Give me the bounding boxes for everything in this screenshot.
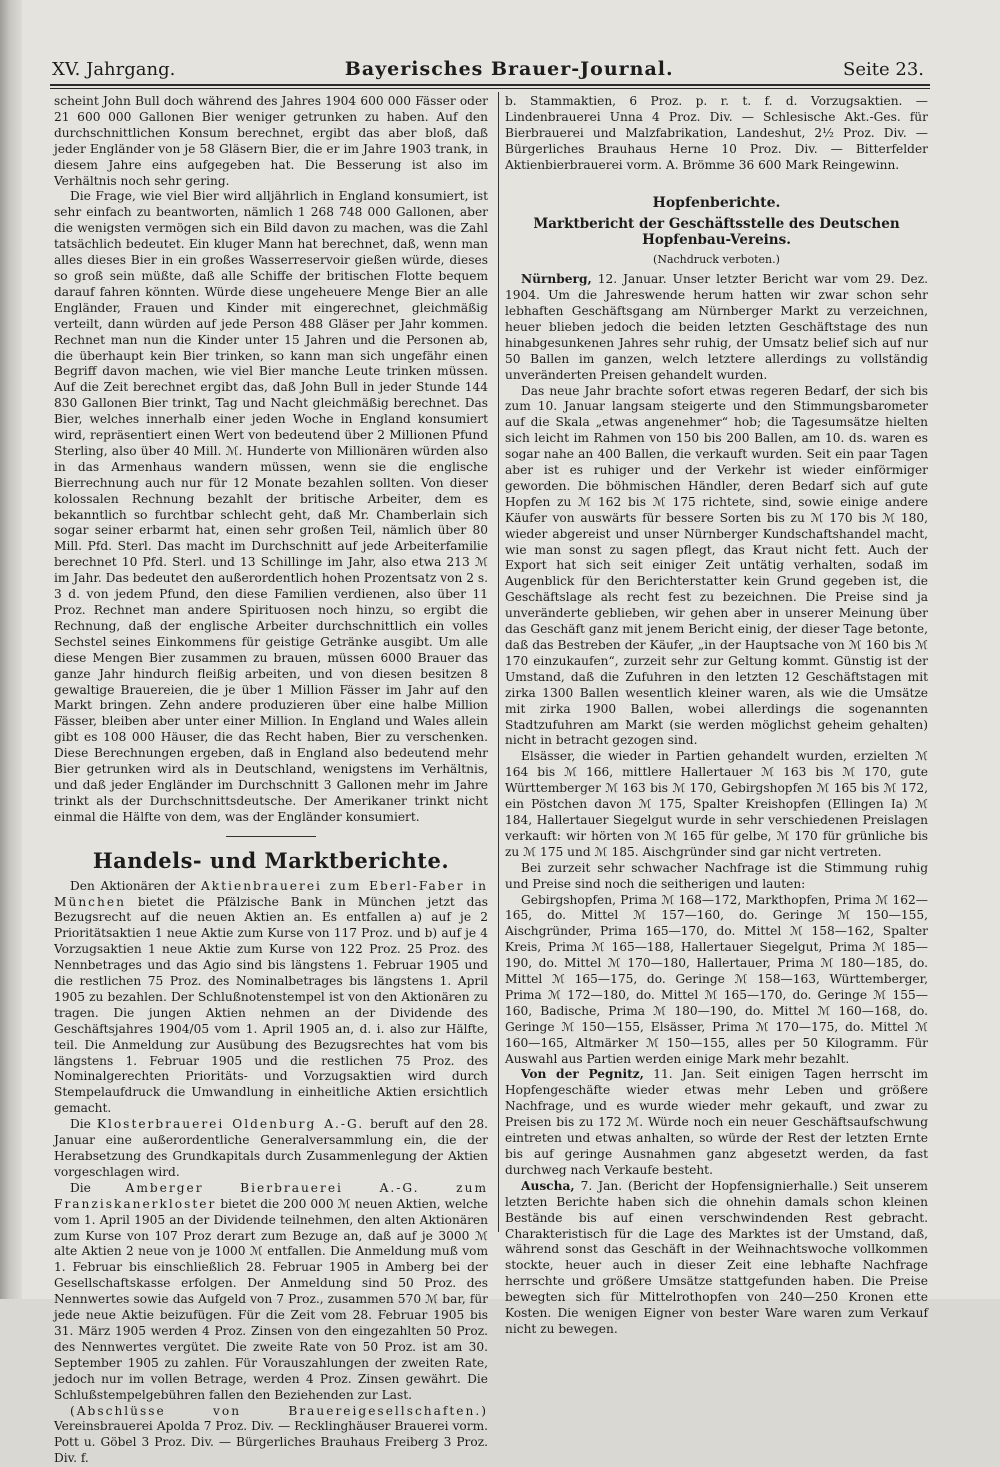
place-name: Auscha, — [521, 1179, 575, 1193]
place-name: Nürnberg, — [521, 272, 592, 286]
text-run: bietet die 200 000 ℳ neuen Aktien, welche vom 1. April 1905 an der Dividende teilnehmen, den alten Aktionären zum Kurse von 107 Proz derart zum Bezuge an, daß auf je 3000 ℳ alte Aktien 2 neue von je 1000 ℳ entfallen. Die Anmeldung muß vom 1. Februar bis einschließlich 28. Februar 1905 in Amberg bei der Gesellschaftskasse erfolgen. Der Anmeldung sind 50 Proz. des Nennwertes sowie das Aufgeld von 7 Proz., zusammen 570 ℳ bar, für jede neue Aktie beizufügen. Für die Zeit vom 28. Februar 1905 bis 31. März 1905 werden 4 Proz. Zinsen von den eingezahlten 50 Proz. des Nennwertes vergütet. Die zweite Rate von 50 Proz. ist am 30. September 1905 zu zahlen. Für Vorauszahlungen der zweiten Rate, jedoch nur im vollen Betrage, werden 4 Proz. Zinsen gewährt. Die Schlußstempelgebühren fallen den Beziehenden zur Last. — [54, 1197, 488, 1402]
article-paragraph: Elsässer, die wieder in Partien gehandelt wurden, erzielten ℳ 164 bis ℳ 166, mittlere Hallertauer ℳ 163 bis ℳ 170, gute Württemberger ℳ 163 bis ℳ 170, Gebirgshopfen ℳ 165 bis ℳ 172, ein Pöstchen davon ℳ 175, Spalter Kreishopfen (Ellingen Ia) ℳ 184, Hallertauer Siegelgut wurde in sehr verschiedenen Preislagen verkauft: wir hörten von ℳ 165 für gelbe, ℳ 170 für grünliche bis zu ℳ 175 und ℳ 185. Aischgründer sind gar nicht vertreten. — [505, 749, 928, 860]
place-name: Von der Pegnitz, — [521, 1067, 644, 1081]
text-run: Die — [70, 1117, 97, 1131]
article-paragraph — [54, 879, 488, 1118]
page-fold-shadow — [0, 0, 22, 1299]
right-column — [505, 94, 928, 1338]
price-list: Gebirgshopfen, Prima ℳ 168—172, Markthopfen, Prima ℳ 162—165, do. Mittel ℳ 157—160, do. Geringe ℳ 150—155, Aischgründer, Prima 165—170, do. Mittel ℳ 158—162, Spalter Kreis, Prima ℳ 165—188, Hallertauer Siegelgut, Prima ℳ 185—190, do. Mittel ℳ 170—180, Hallertauer, Prima ℳ 180—185, do. Mittel ℳ 165—175, do. Geringe ℳ 158—163, Württemberger, Prima ℳ 172—180, do. Mittel ℳ 165—170, do. Geringe ℳ 155—160, Badische, Prima ℳ 180—190, do. Mittel ℳ 160—168, do. Geringe ℳ 150—155, Elsässer, Prima ℳ 170—175, do. Mittel ℳ 160—165, Altmärker ℳ 150—155, alles per 50 Kilogramm. Für Auswahl aus Partien werden einige Mark mehr bezahlt. — [505, 893, 928, 1068]
header-rule — [50, 84, 930, 86]
article-paragraph: Das neue Jahr brachte sofort etwas regeren Bedarf, der sich bis zum 10. Januar langsam steigerte und den Stimmungsbarometer auf die Skala „etwas angenehmer“ hob; die Tagesumsätze hielten sich leicht im Rahmen von 150 bis 200 Ballen, am 10. ds. waren es sogar nahe an 400 Ballen, die verkauft wurden. Seit ein paar Tagen aber ist es ruhiger und der Verkehr ist wieder einförmiger geworden. Die böhmischen Händler, deren Bedarf sich auf gute Hopfen zu ℳ 162 bis ℳ 175 richtete, sind, sowie einige andere Käufer von auswärts für bessere Sorten bis zu ℳ 170 bis ℳ 180, wieder abgereist und unser Nürnberger Kundschaftshandel macht, wie man sonst zu sagen pflegt, das Kraut nicht fett. Auch der Export hat sich seit einiger Zeit untätig verhalten, sodaß im Augenblick für den Berichterstatter kein Grund gegeben ist, die Geschäftslage als recht fest zu bezeichnen. Die Preise sind ja unveränderte geblieben, wir gehen aber in unserer Meinung über das Geschäft ganz mit jenem Bericht einig, der dieser Tage betonte, daß das Bestreben der Käufer, „in der Hauptsache von ℳ 160 bis ℳ 170 einzukaufen“, zurzeit sehr zur Geltung kommt. Günstig ist der Umstand, daß die Zufuhren in den letzten 12 Geschäftstagen mit zirka 1300 Ballen wesentlich kleiner waren, als wie die Umsätze mit zirka 1900 Ballen, wobei allerdings die sogenannten Stadtzufuhren am Markt (sie werden möglichst geheim gehalten) nicht in betracht gezogen sind. — [505, 384, 928, 750]
article-paragraph — [505, 1179, 928, 1338]
text-run: 12. Januar. Unser letzter Bericht war vom 29. Dez. 1904. Um die Jahreswende herum hatten wir zwar schon sehr lebhaften Geschäftsgang am Nürnberger Markt zu verzeichnen, heuer blieben jedoch die beiden letzten Geschäftstage des nun hinabgesunkenen Jahres sehr ruhig, der Umsatz belief sich auf nur 50 Ballen im ganzen, welch letztere allerdings zu vollständig unveränderten Preisen gehandelt wurden. — [505, 272, 928, 381]
subheading-inline: (Abschlüsse von Brauereigesellschaften.) — [70, 1404, 488, 1418]
company-name: Aktienbrauerei zum Eberl-Faber in München — [54, 879, 488, 909]
article-paragraph — [54, 1117, 488, 1181]
column-divider — [498, 92, 499, 1232]
article-paragraph — [54, 1181, 488, 1404]
text-run: bietet die Pfälzische Bank in München jetzt das Bezugsrecht auf die neuen Aktien an. Es entfallen a) auf je 2 Prioritätsaktien 1 neue Aktie zum Kurse von 117 Proz. und b) auf je 4 Vorzugsaktien 1 neue Aktie zum Kurse von 122 Proz. 25 Proz. des Nennbetrages und das Agio sind bis längstens 1. Februar 1905 und die restlichen 75 Proz. des Nominalbetrages bis längstens 1. April 1905 zu bezahlen. Der Schlußnotenstempel ist von den Aktionären zu tragen. Die jungen Aktien nehmen an der Dividende des Geschäftsjahres 1904/05 vom 1. April 1905 an, d. i. also zur Hälfte, teil. Die Anmeldung zur Ausübung des Bezugsrechtes hat vom bis längstens 1. Februar 1905 und die restlichen 75 Proz. des Nominalgerechten Prioritäts- und Vorzugsaktien wird durch Stempelaufdruck die Umwandlung in einheitliche Aktien ersichtlich gemacht. — [54, 895, 488, 1116]
reprint-note: (Nachdruck verboten.) — [505, 252, 928, 268]
report-title: Marktbericht der Geschäftsstelle des Deutschen Hopfenbau-Vereins. — [505, 217, 928, 249]
company-name: Amberger Bierbrauerei A.-G. zum Franziskanerkloster — [54, 1181, 488, 1211]
text-run: beruft auf den 28. Januar eine außerordentliche Generalversammlung ein, die der Herabsetzung des Grundkapitals durch Zusammenlegung der Aktien vorgeschlagen wird. — [54, 1117, 488, 1179]
header-rule-thin — [50, 88, 930, 89]
section-separator — [226, 836, 316, 837]
text-run: Die — [70, 1181, 126, 1195]
article-paragraph — [505, 272, 928, 383]
article-paragraph: b. Stammaktien, 6 Proz. p. r. t. f. d. Vorzugsaktien. — Lindenbrauerei Unna 4 Proz. Div. — Schlesische Akt.-Ges. für Bierbrauerei und Malzfabrikation, Landeshut, 2½ Proz. Div. — Bürgerliches Brauhaus Herne 10 Proz. Div. — Bitterfelder Aktienbierbrauerei vorm. A. Brömme 36 600 Mark Reingewinn. — [505, 94, 928, 174]
company-name: Klosterbrauerei Oldenburg A.-G. — [97, 1117, 364, 1131]
article-paragraph: Bei zurzeit sehr schwacher Nachfrage ist die Stimmung ruhig und Preise sind noch die seitherigen und lauten: — [505, 861, 928, 893]
section-title: Hopfenberichte. — [505, 196, 928, 212]
text-run: 11. Jan. Seit einigen Tagen herrscht im Hopfengeschäfte wieder etwas mehr Leben und größere Nachfrage, und es wurde wieder mehr gekauft, und zwar zu Preisen bis zu 172 ℳ. Würde noch ein neuer Geschäftsaufschwung eintreten und etwas anhalten, so würde der Rest der letzten Ernte bis auf geringe Ausnahmen ganz abgesetzt werden, da fast durchweg nach Verkaufe besteht. — [505, 1067, 928, 1176]
article-paragraph — [505, 1067, 928, 1178]
article-paragraph: scheint John Bull doch während des Jahres 1904 600 000 Fässer oder 21 600 000 Gallonen Bier weniger getrunken zu haben. Auf den durchschnittlichen Konsum berechnet, ergibt das aber bloß, daß jeder Engländer von je 58 Gläsern Bier, die er im Jahre 1903 trank, in diesem Jahre eins aufgegeben hat. Die Besserung ist also im Verhältnis noch sehr gering. — [54, 94, 488, 189]
journal-title: Bayerisches Brauer-Journal. — [345, 58, 674, 80]
page-number: Seite 23. — [843, 59, 924, 80]
page-header — [52, 58, 924, 84]
text-run: Vereinsbrauerei Apolda 7 Proz. Div. — Recklinghäuser Brauerei vorm. Pott u. Göbel 3 Proz. Div. — Bürgerliches Brauhaus Freiberg 3 Proz. Div. f. — [54, 1419, 488, 1465]
article-paragraph: Die Frage, wie viel Bier wird alljährlich in England konsumiert, ist sehr einfach zu beantworten, nämlich 1 268 748 000 Gallonen, aber die wenigsten vermögen sich ein Bild davon zu machen, was die Zahl tatsächlich bedeutet. Ein kluger Mann hat berechnet, daß, wenn man alles dieses Bier in ein großes Wasserreservoir gießen würde, dieses so groß sein müßte, daß alle Schiffe der britischen Flotte bequem darauf fahren könnten. Würde diese ungeheuere Menge Bier an alle Engländer, Frauen und Kinder mit eingerechnet, gleichmäßig verteilt, dann würden auf jede Person 488 Gläser per Jahr kommen. Rechnet man nun die Kinder unter 15 Jahren und die Personen ab, die überhaupt kein Bier trinken, so kann man sich ungefähr einen Begriff davon machen, wie viel Bier manche Leute trinken müssen. Auf die Zeit berechnet ergibt das, daß John Bull in jeder Stunde 144 830 Gallonen Bier trinkt, Tag und Nacht gleichmäßig berechnet. Das Bier, welches innerhalb einer jeden Woche in England konsumiert wird, repräsentiert einen Wert von bedeutend über 2 Millionen Pfund Sterling, also über 40 Mill. ℳ. Hunderte von Millionären würden also in das Armenhaus wandern müssen, wenn sie die englische Bierrechnung auch nur für 12 Monate bezahlen sollten. Von dieser kolossalen Rechnung bezahlt der britische Arbeiter, dem es bekanntlich so furchtbar schlecht geht, daß Mr. Chamberlain sich sogar seiner erbarmt hat, einen sehr großen Teil, nämlich über 80 Mill. Pfd. Sterl. Das macht im Durchschnitt auf jede Arbeiterfamilie berechnet 10 Pfd. Sterl. und 13 Schillinge im Jahr, also etwa 213 ℳ im Jahr. Das bedeutet den außerordentlich hohen Prozentsatz von 2 s. 3 d. von jedem Pfund, den diese Familien verdienen, also über 11 Proz. Rechnet man andere Spirituosen noch hinzu, so ergibt die Rechnung, daß der englische Arbeiter durchschnittlich ein volles Sechstel seines Einkommens für geistige Getränke ausgibt. Um alle diese Mengen Bier zusammen zu brauen, müssen 6000 Brauer das ganze Jahr hindurch fleißig arbeiten, und von diesen besitzen 8 gewaltige Brauereien, die je über 1 Million Fässer im Jahr auf den Markt bringen. Zehn andere produzieren über eine halbe Million Fässer, bleiben aber unter einer Million. In England und Wales allein gibt es 108 000 Häuser, die das Recht haben, Bier zu verschenken. Diese Berechnungen ergeben, daß in England also bedeutend mehr Bier getrunken wird als in Deutschland, wenigstens im Verhältnis, und daß jeder Engländer im Durchschnitt 3 Gallonen mehr im Jahre trinkt als der Durchschnittsdeutsche. Der Amerikaner trinkt nicht einmal die Hälfte von dem, was der Engländer konsumiert. — [54, 189, 488, 825]
text-run: Den Aktionären der — [70, 879, 201, 893]
text-run: 7. Jan. (Bericht der Hopfensignierhalle.) Seit unserem letzten Berichte haben sich die ohnehin damals schon kleinen Bestände bis auf einen verschwindenden Rest gebracht. Charakteristisch für die Lage des Marktes ist der Umstand, daß, während sonst das Geschäft in der Weihnachtswoche vollkommen stockte, heuer auch in dieser Zeit eine lebhafte Nachfrage herrschte und größere Umsätze stattgefunden haben. Die Preise bewegten sich für Mittelrothopfen von 240—250 Kronen ette Kosten. Die wenigen Eigner von bester Ware waren zum Verkauf nicht zu bewegen. — [505, 1179, 928, 1336]
article-paragraph — [54, 1404, 488, 1467]
section-title: Handels- und Marktberichte. — [54, 853, 488, 869]
volume-label: XV. Jahrgang. — [52, 59, 175, 80]
left-column — [54, 94, 488, 1467]
